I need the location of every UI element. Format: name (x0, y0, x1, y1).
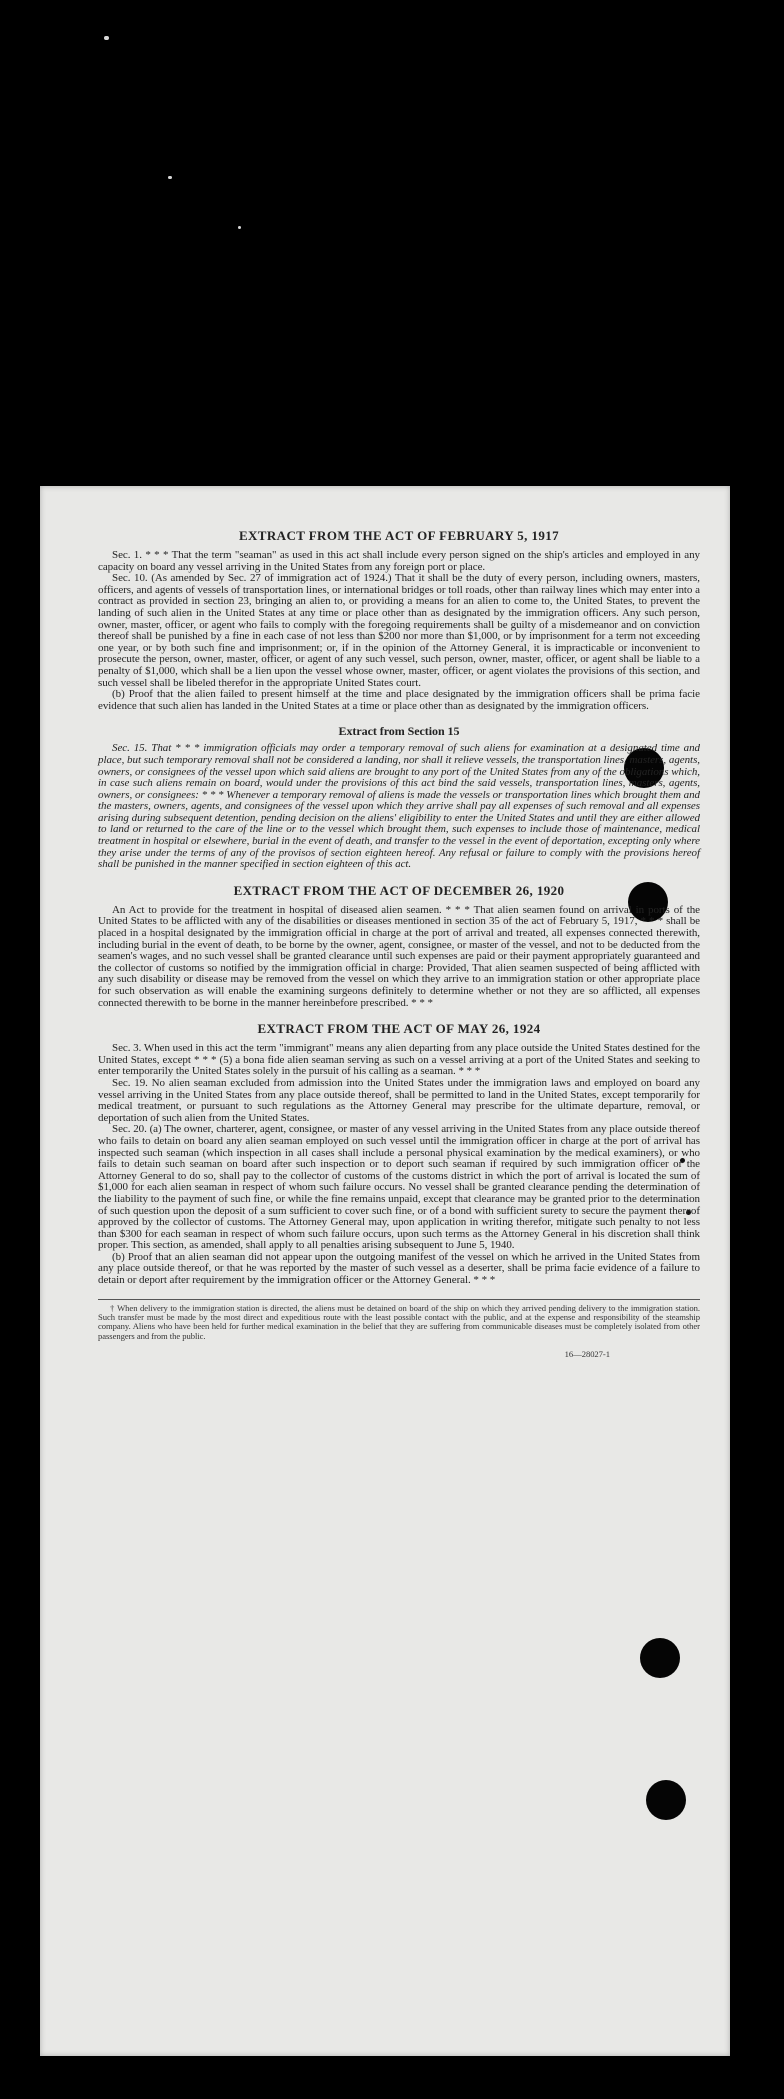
form-number: 16—28027-1 (564, 1349, 610, 1360)
document-page (40, 486, 730, 2056)
scan-speck (168, 176, 172, 179)
paragraph: Sec. 1. * * * That the term "seaman" as used in this act shall include every person signed on the ship's articles and employed in any capacity on board any vessel arriving in the United States from any foreign port or place. (98, 549, 700, 573)
paragraph: (b) Proof that the alien failed to present himself at the time and place designated by the immigration officers shall be prima facie evidence that such alien has landed in the United States at a time or place other than as designated by the immigration officers. (98, 688, 700, 712)
section-act-1920 (98, 883, 700, 1009)
section-title: EXTRACT FROM THE ACT OF DECEMBER 26, 1920 (233, 882, 565, 898)
footnote: † When delivery to the immigration station is directed, the aliens must be detained on board of the ship on which they arrived pending delivery to the immigration station. Such transfer must be made by the most direct and expeditious route with the least possible contact with the public, and at the expense and responsibility of the steamship company. Aliens who have been held for further medical examination in the belief that they are suffering from communicable diseases must be completely isolated from other passengers and from the public. (98, 1302, 700, 1341)
document-content (98, 528, 700, 1361)
section-title: EXTRACT FROM THE ACT OF MAY 26, 1924 (257, 1021, 541, 1037)
punch-hole (646, 1780, 686, 1820)
section-act-1924 (98, 1021, 700, 1286)
paragraph: Sec. 19. No alien seaman excluded from admission into the United States under the immigration laws and employed on board any vessel arriving in the United States from any place outside thereof, shall be permitted to land in the United States, except temporarily for medical treatment, or pursuant to such regulations as the Attorney General may prescribe for the ultimate departure, removal, or deportation of such alien from the United States. (98, 1076, 700, 1124)
paragraph: Sec. 10. (As amended by Sec. 27 of immigration act of 1924.) That it shall be the duty of every person, including owners, masters, officers, and agents of vessels of transportation lines, or international bridges or toll roads, other than railway lines which may enter into a contract as provided in section 23, bringing an alien to, or providing a means for an alien to come to, the United States, to prevent the landing of such alien in the United States at any time or place other than as designated by the immigration officers. Any such person, owner, master, officer, or agent who fails to comply with the foregoing requirements shall be guilty of a misdemeanor and on conviction thereof shall be punished by a fine in each case of not less than $200 nor more than $1,000, or by imprisonment for a term not exceeding one year, or by both such fine and imprisonment; or, if in the opinion of the Attorney General, it is impracticable or inconvenient to prosecute the person, owner, master, officer, or agent of any such vessel, such person, owner, master, officer, or agent shall be liable to a penalty of $1,000, which shall be a lien upon the vessel whose owner, master, officer, or agent violates the provisions of this section, and such vessel shall be libeled therefor in the appropriate United States court. (98, 572, 700, 689)
section-subtitle: Extract from Section 15 (338, 724, 460, 739)
section-act-1917 (98, 528, 700, 712)
paragraph: (b) Proof that an alien seaman did not appear upon the outgoing manifest of the vessel on which he arrived in the United States from any place outside thereof, or that he was reported by the master of such vessel as a deserter, shall be prima facie evidence of a failure to detain or deport after requirement by the immigration officer or the Attorney General. * * * (98, 1250, 700, 1287)
section-15-extract (98, 724, 700, 871)
section-title: EXTRACT FROM THE ACT OF FEBRUARY 5, 1917 (238, 528, 560, 543)
punch-hole (640, 1638, 680, 1678)
paragraph: An Act to provide for the treatment in hospital of diseased alien seamen. * * * That alien seamen found on arrival in ports of the United States to be afflicted with any of the disabilities or diseases mentioned in section 35 of the act of February 5, 1917, * * * shall be placed in a hospital designated by the immigration official in charge at the port of arrival and treated, all expenses connected therewith, including burial in the event of death, to be borne by the owner, agent, consignee, or master of the vessel, and not to be deducted from the seamen's wages, and no such vessel shall be granted clearance until such expenses are paid or their payment appropriately guaranteed and the collector of customs so notified by the immigration official in charge: Provided, That alien seamen suspected of being afflicted with any such disability or disease may be removed from the vessel on which they arrive to an immigration station or other appropriate place for such observation as will enable the examining surgeons definitely to determine whether or not they are so afflicted, all expenses connected therewith to be borne in the manner hereinbefore prescribed. * * * (98, 903, 700, 1009)
scan-speck (238, 226, 241, 229)
footnote-divider (98, 1299, 700, 1300)
paragraph: Sec. 3. When used in this act the term "immigrant" means any alien departing from any place outside the United States destined for the United States, except * * * (5) a bona fide alien seaman serving as such on a vessel arriving at a port of the United States and seeking to enter temporarily the United States solely in the pursuit of his calling as a seaman. * * * (98, 1042, 700, 1078)
paragraph: Sec. 20. (a) The owner, charterer, agent, consignee, or master of any vessel arriving in the United States from any place outside thereof who fails to detain on board any alien seaman employed on such vessel until the immigration officer in charge at the port of arrival has inspected such seaman (which inspection in all cases shall include a personal physical examination by the medical examiners), or who fails to detain such seaman on board after such inspection or to deport such seaman if required by such immigration officer or the Attorney General to do so, shall pay to the collector of customs of the customs district in which the port of arrival is located the sum of $1,000 for each alien seaman in respect of whom such failure occurs. No vessel shall be granted clearance pending the determination of the liability to the payment of such fine, or while the fine remains unpaid, except that clearance may be granted prior to the determination of such question upon the deposit of a sum sufficient to cover such fine, or of a bond with sufficient surety to secure the payment thereof approved by the collector of customs. The Attorney General may, upon application in writing therefor, mitigate such penalty to not less than $300 for each seaman in respect of whom such failure occurs, upon such terms as the Attorney General in his discretion shall think proper. This section, as amended, shall apply to all penalties arising subsequent to June 5, 1940. (98, 1123, 700, 1252)
scan-speck (104, 36, 109, 40)
paragraph: Sec. 15. That * * * immigration officials may order a temporary removal of such aliens for examination at a designated time and place, but such temporary removal shall not be considered a landing, nor shall it relieve vessels, the transportation lines, masters, agents, owners, or consignees of the vessel upon which said aliens are brought to any port of the United States from any of the obligations which, in case such aliens remain on board, would under the provisions of this act bind the said vessels, transportation lines, masters, agents, owners, or consignees: * * * Whenever a temporary removal of aliens is made the vessels or transportation lines which brought them and the masters, owners, agents, and consignees of the vessel upon which they arrive shall pay all expenses of such removal and all expenses arising during subsequent detention, pending decision on the aliens' eligibility to enter the United States and until they are either allowed to land or returned to the care of the line or to the vessel which brought them, such expenses to include those of maintenance, medical treatment in hospital or elsewhere, burial in the event of death, and transfer to the vessel in the event of deportation, excepting only where they arise under the terms of any of the provisos of section eighteen hereof. Any refusal or failure to comply with the provisions hereof shall be punished in the manner specified in section eighteen of this act. (98, 742, 700, 871)
